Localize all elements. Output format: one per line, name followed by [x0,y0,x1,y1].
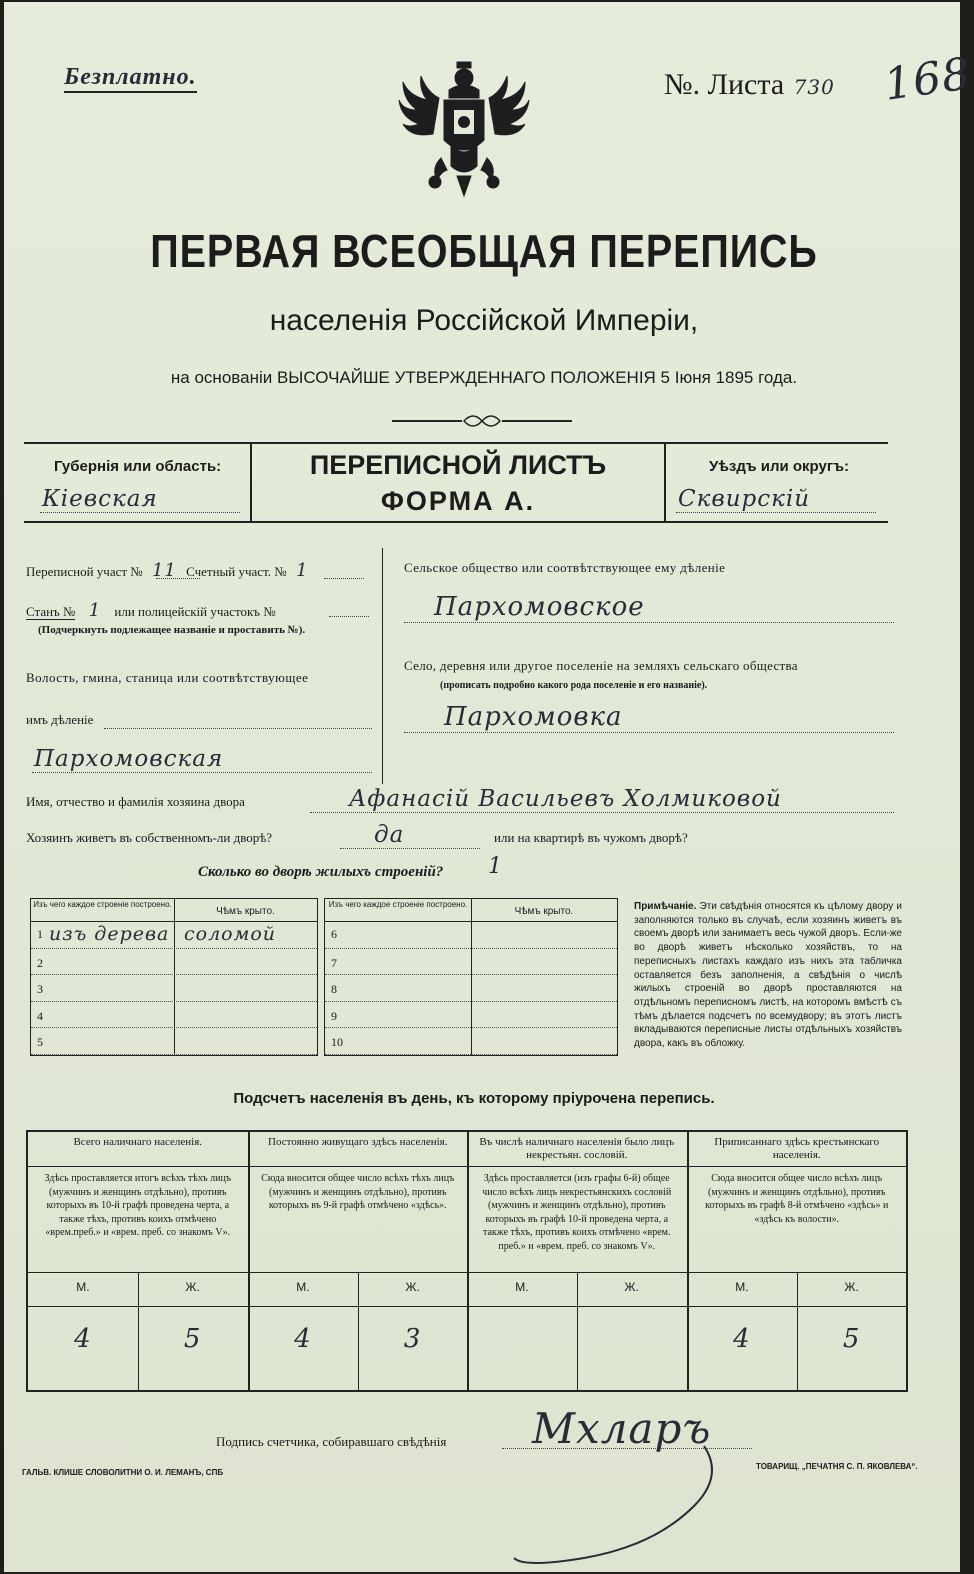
female-header: Ж. [624,1280,639,1294]
buildings-note-text: Эти свѣдѣнія относятся къ цѣлому двору и заполняются только въ случаѣ, если хозяинъ живетъ въ своемъ дворѣ или занимаетъ весь чужой дворъ. Если-же во дворѣ живетъ нѣсколько хозяйствъ, то на переписныхъ листахъ каждаго изъ нихъ эта табличка оставляется безъ заполненія, а свѣдѣнія о числѣ жилыхъ строеній во дворѣ проставляются на отдѣльномъ переписномъ листѣ, на которомъ вмѣстѣ съ тѣмъ дѣлается подсчетъ по всемудвору; въ этотъ листъ вкладываются переписные листы отдѣльныхъ хозяйствъ двора, какъ въ обложку. [634,901,902,1050]
building-row-number: 5 [37,1035,43,1049]
female-header: Ж. [844,1280,859,1294]
col-material-header: Изъ чего каждое строеніе построено. [33,900,172,909]
volost-value: Пархомовская [34,746,224,772]
buildings-value: 1 [488,854,503,879]
building-row-number: 2 [37,955,43,970]
building-row [31,948,317,976]
society-value: Пархомовское [434,592,645,622]
stan-label: Станъ № [26,604,76,619]
signature-value: Мхларъ [532,1404,712,1453]
population-col-desc: Здѣсь проставляется (изъ графы 6-й) общее число всѣхъ лицъ некрестьянскихъ сословій (мужчинъ и женщинъ отдѣльно), противъ которыхъ въ графѣ 10-й проведена черта, а также тѣхъ, противъ коихъ отмѣчено «врем. преб.» и «врем. преб. со знакомъ V». [482,1173,672,1252]
building-row-number: 8 [331,982,337,996]
building-row [325,921,617,949]
sheet-number-label: №. Листа [664,68,785,101]
uezd-label: Уѣздъ или округъ: [709,458,850,475]
building-row [325,948,617,976]
female-header: Ж. [405,1280,420,1294]
sheet-form-title: ПЕРЕПИСНОЙ ЛИСТЪ [309,450,607,480]
stan-note: (Подчеркнуть подлежащее названіе и проставить №). [38,624,306,636]
legal-basis: на основаніи ВЫСОЧАЙШЕ УТВЕРЖДЕННАГО ПОЛОЖЕНІЯ 5 Іюня 1895 года. [170,368,798,387]
population-col-heading: Приписаннаго здѣсь крестьянскаго населенія. [714,1136,880,1161]
owner-own-label: Хозяинъ живетъ въ собственномъ-ли дворѣ? [26,830,273,845]
population-col-desc: Сюда вносится общее число всѣхъ лицъ (мужчинъ и женщинъ отдѣльно), противъ которыхъ въ графѣ 8-й отмѣчено «здѣсь» и «здѣсь къ волости». [705,1173,889,1225]
society-label: Сельское общество или соотвѣтствующее ему дѣленіе [404,560,726,575]
village-label: Село, деревня или другое поселеніе на земляхъ сельскаго общества [404,658,798,673]
building-row-number: 3 [37,982,43,996]
population-table [26,1130,908,1392]
corner-number: 168 [880,48,974,111]
building-row-number: 1 [37,927,43,941]
population-title: Подсчетъ населенія въ день, къ которому пріурочена перепись. [233,1090,715,1107]
printer-right: ТОВАРИЩ. „ПЕЧАТНЯ С. П. ЯКОВЛЕВА“. [756,1462,918,1471]
buildings-note [634,900,902,1051]
ornament-divider [392,412,572,430]
volost-label-2: имъ дѣленіе [26,712,94,727]
stan-value: 1 [88,600,102,621]
building-roof: соломой [184,923,277,945]
village-note: (прописать подробно какого рода поселеніе и его названіе). [440,680,708,691]
form-title: ПЕРВАЯ ВСЕОБЩАЯ ПЕРЕПИСЬ [150,225,818,277]
building-row-number: 6 [331,927,337,941]
population-col-heading: Постоянно живущаго здѣсь населенія. [268,1136,448,1148]
buildings-note-title: Примѣчаніе. [634,901,697,912]
census-form-page [4,2,974,1572]
col-roof-header: Чѣмъ крыто. [216,906,275,917]
owner-own-value: да [374,822,405,848]
sheet-number [664,68,835,102]
building-row [325,1027,617,1055]
female-count: 5 [183,1324,202,1354]
building-row-number: 10 [331,1035,343,1049]
signature-label: Подпись счетчика, собиравшаго свѣдѣнія [216,1434,447,1449]
buildings-table-left [30,898,318,1056]
count-district-label: Счетный участ. № [186,564,287,579]
male-header: М. [76,1280,90,1294]
owner-name-value: Афанасій Васильевъ Холмиковой [349,786,782,812]
building-row [31,921,317,949]
count-district-value: 1 [295,560,309,581]
building-row [31,1001,317,1029]
building-row-number: 7 [331,955,337,970]
imperial-eagle-emblem [399,58,529,208]
col-material-header: Изъ чего каждое строеніе построено. [328,900,468,909]
population-col-desc: Здѣсь проставляется итогъ всѣхъ тѣхъ лицъ (мужчинъ и женщинъ отдѣльно), противъ которыхъ въ 10-й графѣ проведена черта, а также тѣхъ, противъ коихъ отмѣчено «врем.преб.» и «врем. преб. со знакомъ V». [44,1173,232,1238]
female-header: Ж. [185,1280,200,1294]
building-row-number: 9 [331,1008,337,1023]
owner-name-label: Имя, отчество и фамилія хозяина двора [26,794,245,809]
police-label: или полицейскій участокъ № [114,604,276,619]
sheet-number-value: 730 [793,75,835,99]
col-roof-header: Чѣмъ крыто. [514,906,574,917]
buildings-table-right [324,898,618,1056]
building-row [325,1001,617,1029]
female-count: 5 [842,1324,861,1354]
owner-rent-label: или на квартирѣ въ чужомъ дворѣ? [494,830,688,845]
sheet-form-subtitle: ФОРМА А. [380,486,536,516]
uezd-value: Сквирскій [678,486,811,512]
male-header: М. [735,1280,749,1294]
census-district-label: Переписной участ № [26,564,143,579]
printer-left: ГАЛЬВ. КЛИШЕ СЛОВОЛИТНИ О. И. ЛЕМАНЪ, СПБ [22,1468,224,1477]
building-row-number: 4 [37,1008,43,1023]
buildings-label: Сколько во дворѣ жилыхъ строеній? [198,864,444,880]
population-col-heading: Всего наличнаго населенія. [73,1136,203,1148]
building-row [31,1027,317,1055]
population-col-desc: Сюда вносится общее число всѣхъ тѣхъ лицъ (мужчинъ и женщинъ отдѣльно), противъ которыхъ въ 9-й графѣ отмѣчено «здѣсь». [261,1173,455,1211]
male-header: М. [296,1280,310,1294]
signature-flourish [504,1442,764,1562]
female-count: 3 [403,1324,422,1354]
village-value: Пархомовка [444,702,623,732]
population-col-heading: Въ числѣ наличнаго населенія было лицъ некрестьян. сословій. [479,1136,675,1161]
building-material: изъ дерева [49,923,170,945]
male-header: М. [515,1280,529,1294]
male-count: 4 [74,1324,92,1354]
building-row [325,974,617,1002]
volost-label: Волость, гмина, станица или соотвѣтствующее [26,670,309,685]
census-district-value: 11 [151,560,177,581]
form-subtitle: населенія Россійской Имперіи, [269,304,699,337]
gubernia-value: Кіевская [42,486,158,512]
male-count: 4 [733,1324,751,1354]
free-label: Безплатно. [64,64,197,93]
male-count: 4 [294,1324,312,1354]
building-row [31,974,317,1002]
gubernia-label: Губернія или область: [54,458,222,475]
